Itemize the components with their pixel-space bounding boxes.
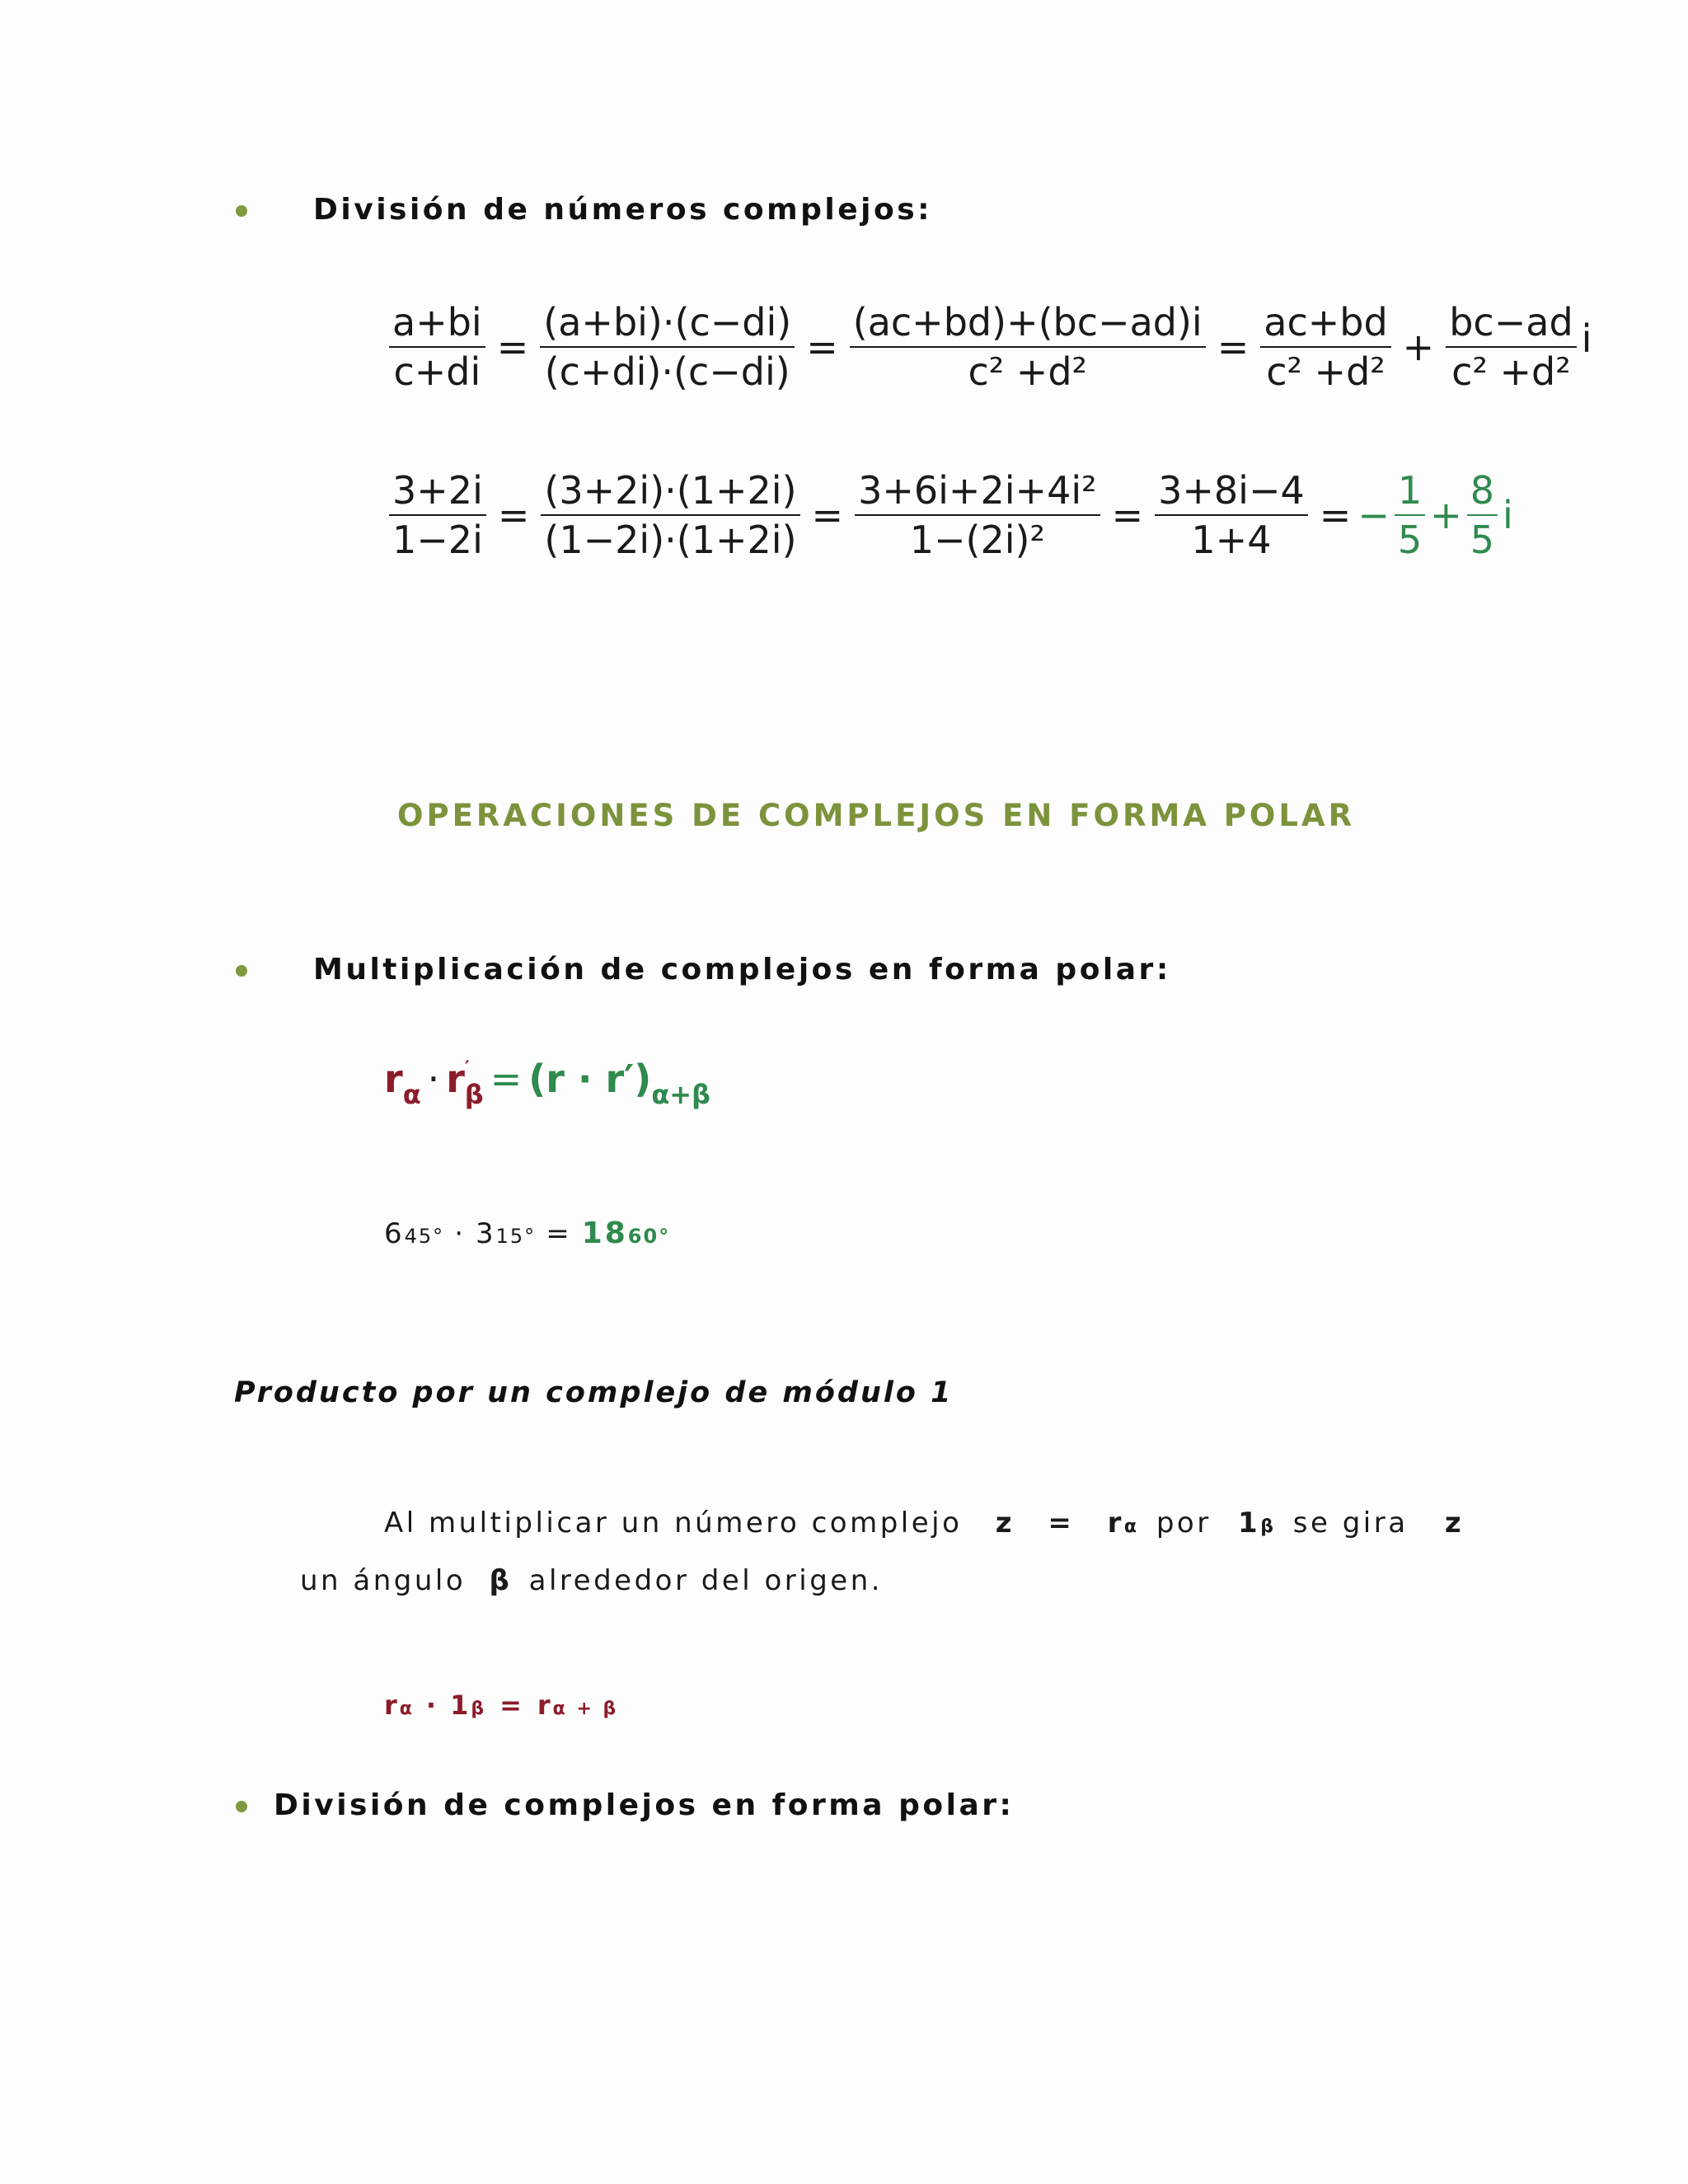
polar-division-heading: División de complejos en forma polar: — [274, 1788, 1015, 1822]
division-example-formula: $\frac{3+2i}{1-2i}$ = $\frac{(3+2i)\cdot(1+2i)}{(1-2i)\cdot(1+2i)}$ = $\frac{\text{3+6i+2i+4i²}}{\text{1−(2i)²}}$ = $\frac{3+8i-4}{1+4}$ = − $\frac{1}{5}$ + $\frac{8}{5}$ i — [384, 466, 1513, 564]
bullet-icon — [236, 205, 247, 217]
fraction: $\frac{(a+bi)\cdot(c-di)}{(c+di)\cdot(c-di)}$ — [540, 298, 795, 396]
bullet-icon — [236, 965, 247, 977]
bullet-icon — [236, 1801, 247, 1812]
fraction: $\frac{3+2i}{1-2i}$ — [389, 466, 486, 564]
rotation-paragraph-line1: Al multiplicar un número complejo z = rα por 1β se gira z — [384, 1507, 1465, 1540]
division-heading: División de números complejos: — [313, 193, 933, 227]
fraction: $\frac{bc-ad}{\text{c² +d²}}$ — [1446, 298, 1576, 396]
fraction: $\frac{ac+bd}{\text{c² +d²}}$ — [1260, 298, 1390, 396]
fraction: $\frac{3+8i-4}{1+4}$ — [1155, 466, 1308, 564]
division-general-formula: $\frac{a+bi}{c+di}$ = $\frac{(a+bi)\cdot(c-di)}{(c+di)\cdot(c-di)}$ = $\frac{(ac+bd)+(bc-ad)i}{\text{c² +d²}}$ = $\frac{ac+bd}{\text{c² +d²}}$ + $\frac{bc-ad}{\text{c² +d²}}$ i — [384, 298, 1592, 396]
fraction: $\frac{(3+2i)\cdot(1+2i)}{(1-2i)\cdot(1+2i)}$ — [541, 466, 799, 564]
multiplication-heading: Multiplicación de complejos en forma polar: — [313, 953, 1171, 987]
rotation-paragraph-line2: un ángulo β alrededor del origen. — [300, 1564, 884, 1597]
rotation-formula: r α · 1 β = r α + β — [384, 1690, 619, 1721]
fraction: $\frac{\text{3+6i+2i+4i²}}{\text{1−(2i)²}}$ — [855, 466, 1100, 564]
multiplication-polar-formula: r α · r ′ β = (r · r′) α+β — [384, 1057, 711, 1110]
multiplication-example: 6 45° · 3 15° = 18 60° — [384, 1216, 671, 1250]
fraction: $\frac{(ac+bd)+(bc-ad)i}{\text{c² +d²}}$ — [850, 298, 1206, 396]
fraction: $\frac{a+bi}{c+di}$ — [389, 298, 485, 396]
section-title: OPERACIONES DE COMPLEJOS EN FORMA POLAR — [397, 798, 1356, 833]
division-result: − $\frac{1}{5}$ + $\frac{8}{5}$ i — [1357, 468, 1513, 562]
product-module-heading: Producto por un complejo de módulo 1 — [234, 1376, 954, 1409]
